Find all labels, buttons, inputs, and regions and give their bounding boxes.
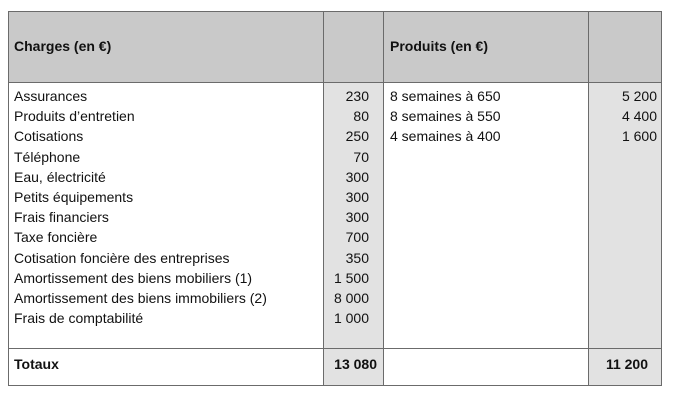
charge-amount: 700 [345,229,369,246]
produits-total: 11 200 [605,356,648,372]
produit-label: 8 semaines à 650 [390,88,501,104]
charge-label: Assurances [14,88,88,104]
charge-label: Cotisation foncière des entreprises [14,249,230,266]
charges-produits-table [8,11,662,386]
column-divider [323,12,324,385]
charge-amount: 300 [345,168,369,185]
charge-amount: 1 000 [333,310,369,327]
charge-amount: 8 000 [333,289,369,306]
produit-label: 4 semaines à 400 [390,128,501,145]
charges-total: 13 080 [334,356,377,372]
charge-label: Frais de comptabilité [14,310,144,327]
charge-amount: 70 [353,148,369,165]
charge-label: Frais financiers [14,209,109,226]
charge-amount: 250 [345,128,369,145]
charge-label: Cotisations [14,128,84,145]
produits-amount-list [590,86,657,147]
charge-label: Produits d’entretien [14,108,135,125]
charge-amount: 80 [353,108,369,125]
charge-amount: 1 500 [333,269,369,286]
column-divider [588,12,589,385]
charges-amount-list [325,86,369,328]
charge-amount: 300 [345,188,369,205]
charge-label: Petits équipements [14,188,134,205]
produits-label-list [390,86,585,147]
charge-label: Amortissement des biens mobiliers (1) [14,269,253,286]
produits-header-label: Produits (en €) [390,38,489,54]
produit-amount: 1 600 [621,128,657,145]
charge-label: Téléphone [14,148,81,165]
charge-label: Amortissement des biens immobiliers (2) [14,289,267,306]
totals-divider [9,348,661,349]
produit-label: 8 semaines à 550 [390,108,501,125]
charge-amount: 300 [345,209,369,226]
produit-amount: 5 200 [621,88,657,104]
charges-label-list [14,86,319,328]
column-divider [383,12,384,385]
produit-amount: 4 400 [621,108,657,125]
charge-amount: 230 [345,88,369,104]
totals-label: Totaux [14,356,59,372]
charge-label: Eau, électricité [14,168,106,185]
charge-amount: 350 [345,249,369,266]
charge-label: Taxe foncière [14,229,98,246]
charges-header-label: Charges (en €) [14,38,112,54]
